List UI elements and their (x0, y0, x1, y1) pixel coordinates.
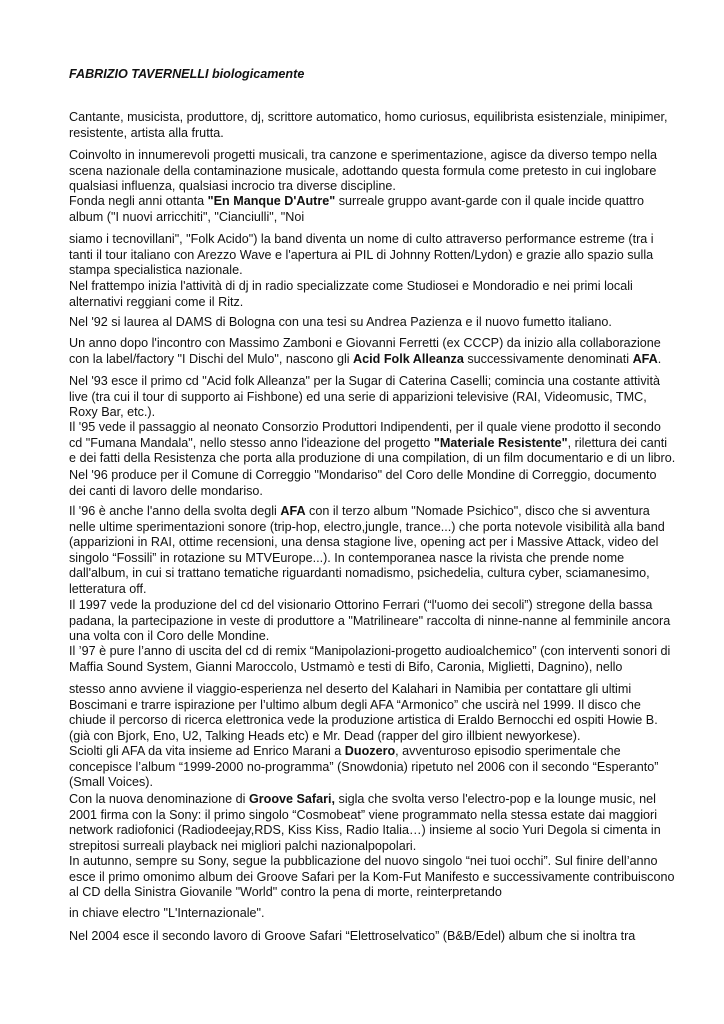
text-line (69, 582, 669, 598)
text-line (69, 194, 669, 210)
text-segment: dall'album, in cui si trattano tematiche riguardanti nomadismo, psichedelia, cultura cyber, sciamanesimo, (69, 566, 650, 581)
text-segment: Nel '93 esce il primo cd "Acid folk Alleanza" per la Sugar di Caterina Caselli; comincia una costante attività (69, 374, 660, 388)
text-line (69, 210, 669, 226)
text-segment: sigla che svolta verso l'electro-pop e la lounge music, nel (335, 792, 656, 806)
paragraph (69, 420, 676, 467)
text-segment: Coinvolto in innumerevoli progetti musicali, tra canzone e sperimentazione, agisce da diverso tempo nella (69, 148, 658, 162)
text-segment: Un anno dopo l'incontro con Massimo Zamboni e Giovanni Ferretti (ex CCCP) da inizio alla collaborazione (69, 336, 661, 350)
text-segment: . (657, 351, 662, 366)
text-segment: concepisce l’album “1999-2000 no-programma” (Snowdonia) ripetuto nel 2006 con il secondo “Esperanto” (69, 759, 659, 774)
text-line (69, 352, 669, 368)
text-line (69, 374, 669, 390)
text-segment: Il '96 è anche l'anno della svolta degli (69, 504, 281, 518)
text-line (69, 775, 669, 791)
text-segment: Maffia Sound System, Gianni Maroccolo, Ustmamò e testi di Bifo, Caronia, Miglietti, Dagnino), nello (69, 659, 623, 674)
text-segment: resistente, artista alla frutta. (69, 125, 224, 140)
text-segment: (Small Voices). (69, 775, 153, 790)
text-line (69, 682, 669, 698)
text-line (69, 698, 669, 714)
text-segment: In autunno, sempre su Sony, segue la pubblicazione del nuovo singolo “nei tuoi occhi”. Sul finire dell’anno (69, 854, 658, 868)
bold-text: AFA (632, 351, 658, 366)
text-segment: album ("I nuovi arricchiti", "Cianciulli", "Noi (69, 209, 305, 224)
text-segment: Nel frattempo inizia l'attività di dj in radio specializzate come Studiosei e Mondoradio e nei primi locali (69, 279, 633, 293)
text-line (69, 823, 669, 839)
text-line (69, 520, 669, 536)
text-segment: surreale gruppo avant-garde con il quale incide quattro (335, 194, 644, 208)
text-line (69, 179, 669, 195)
paragraph (69, 744, 669, 791)
text-line (69, 535, 669, 551)
text-line (69, 729, 669, 745)
text-line (69, 336, 669, 352)
paragraph (69, 906, 669, 922)
bold-text: AFA (280, 504, 306, 518)
text-segment: singolo “Fossili” in rotazione su MTVEurope...). In contemporanea nasce la rivista che prende nome (69, 550, 625, 565)
paragraph (69, 374, 669, 421)
paragraph (69, 504, 669, 598)
paragraph (69, 336, 669, 367)
text-line (69, 808, 669, 824)
text-segment: , avventuroso episodio sperimentale che (395, 744, 621, 758)
paragraph (69, 110, 669, 141)
text-segment: Nel '92 si laurea al DAMS di Bologna con una tesi su Andrea Pazienza e il nuovo fumetto italiano. (69, 315, 612, 329)
text-segment: (apparizioni in RAI, ottime recensioni, una densa stagione live, opening act per i Massive Attack, video del (69, 535, 659, 550)
text-line (69, 644, 669, 660)
bold-text: "En Manque D'Autre" (207, 194, 336, 208)
text-segment: chiude il percorso di ricerca elettronica vede la produzione artistica di Eraldo Bernocchi ed ospiti Howie B. (69, 713, 658, 728)
text-segment: una volta con il Coro delle Mondine. (69, 629, 270, 644)
text-segment: nelle ultime sperimentazioni sonore (trip-hop, electro,jungle, trance...) che porta notevole visibilità alla band (69, 519, 665, 534)
paragraph (69, 644, 669, 675)
text-segment: , rilettura dei canti (567, 435, 668, 450)
paragraph (69, 468, 669, 499)
text-segment: letteratura off. (69, 581, 147, 596)
text-segment: Il ’97 è pure l’anno di uscita del cd di remix “Manipolazioni-progetto audioalchemico” (con interventi sonori di (69, 644, 671, 658)
text-segment: live (tra cui il tour di supporto ai Fishbone) ed una serie di apparizioni televisive (RAI, Videomusic, TMC, (69, 389, 647, 404)
text-line (69, 660, 669, 676)
text-segment: scena nazionale della contaminazione musicale, adottando questa formula come pretesto in cui inglobare (69, 163, 657, 178)
bold-text: Duozero (344, 744, 396, 758)
text-line (69, 468, 669, 484)
text-segment: (già con Bjork, Eno, U2, Talking Heads etc) e Mr. Dead (rapper del giro illbient newyorkese). (69, 728, 581, 743)
text-line (69, 551, 669, 567)
text-segment: Fonda negli anni ottanta (69, 194, 208, 208)
text-segment: e dei fatti della Resistenza che porta alla produzione di una compilation, di un film documentario e di un libro. (69, 451, 676, 466)
text-segment: padana, la partecipazione in veste di produttore a "Matrilineare" raccolta di ninne-nanne al femminile ancora (69, 613, 671, 628)
text-segment: alternativi reggiani come il Ritz. (69, 294, 244, 309)
text-line (69, 885, 669, 901)
text-segment: Boscimani e trarre ispirazione per l’ultimo album degli AFA “Armonico” che uscirà nel 1999. Il disco che (69, 697, 641, 712)
text-line (69, 839, 669, 855)
text-line (69, 906, 669, 922)
text-segment: Il 1997 vede la produzione del cd del visionario Ottorino Ferrari (“l'uomo dei secoli”) stregone della bassa (69, 598, 653, 612)
text-segment: Nel 2004 esce il secondo lavoro di Groove Safari “Elettroselvatico” (B&B/Edel) album che si inoltra tra (69, 929, 636, 943)
text-line (69, 436, 669, 452)
paragraph (69, 194, 669, 225)
bold-text: Groove Safari, (248, 792, 336, 806)
text-segment: in chiave electro "L'Internazionale". (69, 906, 265, 920)
text-segment: 2001 firma con la Sony: il primo singolo “Cosmobeat” viene programmato nella stessa estate dai maggiori (69, 807, 657, 822)
text-segment: Sciolti gli AFA da vita insieme ad Enrico Marani a (69, 744, 345, 758)
text-line (69, 629, 669, 645)
text-segment: stesso anno avviene il viaggio-esperienza nel deserto del Kalahari in Namibia per contattare gli ultimi (69, 682, 632, 696)
text-line (69, 279, 669, 295)
text-segment: Roxy Bar, etc.). (69, 405, 156, 420)
text-line (69, 929, 669, 945)
text-line (69, 713, 669, 729)
paragraph (69, 279, 669, 310)
text-line (69, 263, 669, 279)
text-line (69, 744, 669, 760)
text-line (69, 315, 669, 331)
document-title: FABRIZIO TAVERNELLI biologicamente (69, 67, 305, 81)
text-line (69, 869, 675, 886)
text-segment: con la label/factory "I Dischi del Mulo", nascono gli (69, 351, 354, 366)
text-line (69, 598, 669, 614)
paragraph (69, 232, 669, 279)
text-line (69, 232, 669, 248)
text-segment: cd "Fumana Mandala", nello stesso anno l'ideazione del progetto (69, 435, 434, 450)
text-segment: strepitosi surreali playback nei migliori palchi nazionalpopolari. (69, 838, 417, 853)
text-segment: con il terzo album "Nomade Psichico", disco che si avventura (305, 504, 650, 518)
text-segment: esce il primo omonimo album dei Groove Safari per la Kom-Fut Manifesto e successivamente contribuiscono (69, 869, 675, 884)
bold-text: "Materiale Resistente" (433, 435, 568, 450)
text-segment: successivamente denominati (463, 351, 633, 366)
text-segment: qualsiasi influenza, qualsiasi incrocio tra diverse discipline. (69, 179, 396, 194)
text-line (69, 390, 669, 406)
text-line (69, 126, 669, 142)
text-line (69, 504, 669, 520)
text-segment: al CD della Sinistra Giovanile "World" contro la pena di morte, reinterpretando (69, 885, 502, 900)
text-line (69, 451, 676, 467)
text-segment: Nel '96 produce per il Comune di Correggio "Mondariso" del Coro delle Mondine di Correggio, documento (69, 468, 657, 482)
text-segment: siamo i tecnovillani", "Folk Acido") la band diventa un nome di culto attraverso performance estreme (tra i (69, 232, 654, 246)
text-line (69, 792, 669, 808)
text-segment: Cantante, musicista, produttore, dj, scrittore automatico, homo curiosus, equilibrista esistenziale, minipimer, (69, 110, 668, 124)
text-segment: Con la nuova denominazione di (69, 792, 249, 806)
paragraph (69, 929, 669, 945)
paragraph (69, 598, 669, 645)
text-segment: stampa specialistica nazionale. (69, 263, 243, 278)
paragraph (69, 792, 669, 854)
text-line (69, 420, 669, 436)
bold-text: Acid Folk Alleanza (353, 351, 464, 366)
text-line (69, 295, 669, 311)
text-line (69, 484, 669, 500)
paragraph (69, 148, 669, 195)
text-line (69, 405, 669, 421)
paragraph (69, 682, 669, 744)
text-line (69, 566, 669, 582)
text-segment: dei canti di lavoro delle mondariso. (69, 483, 263, 498)
text-segment: tanti il tour italiano con Arezzo Wave e l'apertura ai PIL di Johnny Rotten/Lydon) e grazie allo spazio sulla (69, 247, 654, 262)
text-line (69, 148, 669, 164)
text-line (69, 110, 669, 126)
paragraph (69, 315, 669, 331)
text-line (69, 164, 669, 180)
text-line (69, 760, 669, 776)
text-line (69, 248, 669, 264)
text-line (69, 614, 669, 630)
text-segment: network radiofonici (Radiodeejay,RDS, Kiss Kiss, Radio Italia…) insieme al socio Yuri Degola si cimenta in (69, 823, 661, 838)
text-line (69, 854, 669, 870)
text-segment: Il '95 vede il passaggio al neonato Consorzio Produttori Indipendenti, per il quale viene prodotto il secondo (69, 420, 661, 434)
paragraph (69, 854, 675, 901)
